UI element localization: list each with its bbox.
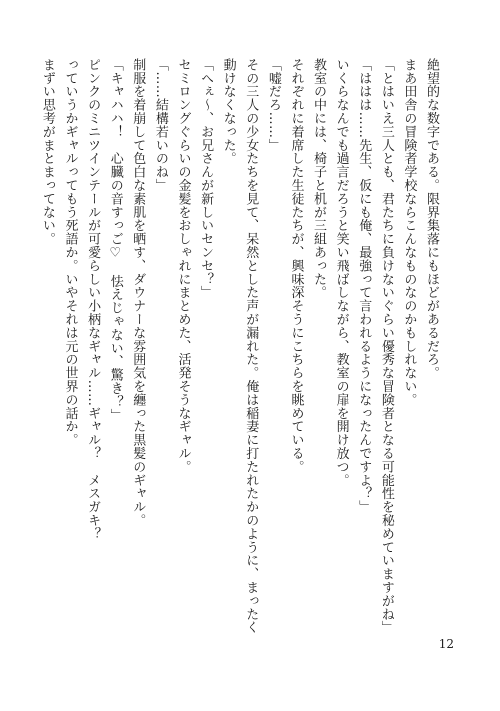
text-line: 「嘘だろ……」 (265, 58, 281, 152)
text-line: っていうかギャルってもう死語か。いやそれは元の世界の話か。 (62, 58, 78, 447)
text-line: それぞれに着席した生徒たちが、興味深そうにこちらを眺めている。 (288, 58, 304, 474)
text-line: セミロングぐらいの金髪をおしゃれにまとめた、活発そうなギャル。 (175, 58, 191, 474)
text-line: ピンクのミニツインテールが可愛らしい小柄なギャル……ギャル？ メスガキ？ (85, 58, 101, 541)
text-line: 動けなくなった。 (220, 58, 236, 166)
text-line: いくらなんでも過言だろうと笑い飛ばしながら、教室の扉を開け放つ。 (333, 58, 349, 487)
text-line: 「ははは……先生、仮にも俺、最強って言われるようになったんですよ？」 (356, 58, 372, 514)
text-line: まずい思考がまとまってない。 (39, 58, 55, 246)
text-line: 「キャハハ！ 心臓の音すっご♡ 怯えじゃない、驚き？」 (107, 58, 123, 422)
page-number: 12 (438, 637, 454, 651)
text-line: まあ田舎の冒険者学校ならこんなものなのかもしれない。 (401, 58, 417, 407)
vertical-text-body (35, 58, 442, 648)
text-line: 教室の中には、椅子と机が三組あった。 (311, 58, 327, 300)
text-line: その三人の少女たちを見て、呆然とした声が漏れた。俺は稲妻に打たれたかのように、まったく (243, 58, 259, 635)
text-line: 「……結構若いのね」 (152, 58, 168, 192)
text-line: 絶望的な数字である。限界集落にもほどがあるだろ。 (424, 58, 439, 380)
text-line: 制服を着崩して色白な素肌を晒す、ダウナーな雰囲気を纏った黒髪のギャル。 (130, 58, 146, 527)
text-line: 「へぇ～、お兄さんが新しいセンセ？」 (198, 58, 214, 300)
text-line: 「とはいえ三人とも、君たちに負けないぐらい優秀な冒険者となる可能性を秘めていますがね」 (378, 58, 394, 635)
